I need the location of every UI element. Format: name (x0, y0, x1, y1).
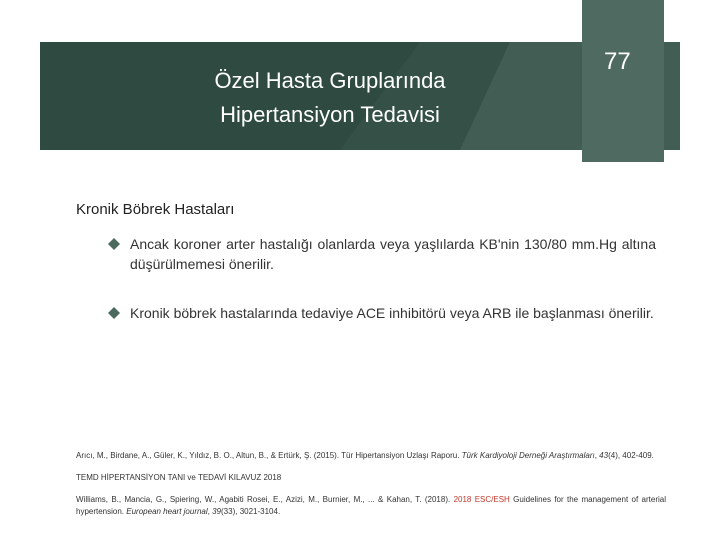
slide-number: 77 (604, 48, 631, 75)
slide-title (160, 64, 500, 132)
reference-1 (76, 450, 666, 462)
slide-number-tab (582, 0, 664, 162)
reference-3 (76, 494, 666, 518)
reference-1-pages: (4), 402-409. (608, 451, 654, 460)
reference-1-volume: 43 (599, 451, 609, 460)
slide-title-line-1: Özel Hasta Gruplarında (214, 68, 446, 93)
reference-1-journal: Türk Kardiyoloji Derneği Araştırmaları (461, 451, 595, 460)
slide-title-line-2: Hipertansiyon Tedavisi (220, 102, 440, 127)
references (76, 450, 666, 528)
reference-1-sep: , (594, 451, 600, 460)
bullet-text: Kronik böbrek hastalarında tedaviye ACE inhibitörü veya ARB ile başlanması önerilir. (130, 305, 654, 321)
reference-3-volume: 39 (212, 507, 222, 516)
bullet-text: Ancak koroner arter hastalığı olanlarda veya yaşlılarda KB'nin 130/80 mm.Hg altına düşürülmemesi önerilir. (130, 236, 656, 272)
bullet-item (108, 303, 656, 323)
diamond-bullet-icon (108, 307, 120, 319)
diamond-bullet-icon (108, 238, 120, 250)
reference-3-title: Guidelines for the management of arterial hypertension. (76, 495, 666, 516)
reference-3-pages: (33), 3021-3104. (221, 507, 281, 516)
reference-3-sep: , (207, 507, 213, 516)
reference-3-authors: Williams, B., Mancia, G., Spiering, W., Agabiti Rosei, E., Azizi, M., Burnier, M., ... & Kahan, T. (2018). (76, 495, 454, 504)
reference-1-authors: Arıcı, M., Birdane, A., Güler, K., Yıldız, B. O., Altun, B., & Ertürk, Ş. (2015). Tür Hipertansiyon Uzlaşı Raporu. (76, 451, 462, 460)
bullet-list (108, 234, 656, 352)
reference-3-highlight: 2018 ESC/ESH (453, 495, 510, 504)
section-heading: Kronik Böbrek Hastaları (76, 201, 235, 218)
reference-2: TEMD HİPERTANSİYON TANI ve TEDAVİ KILAVUZ 2018 (76, 473, 282, 482)
bullet-item (108, 234, 656, 274)
reference-3-journal: European heart journal (126, 507, 208, 516)
